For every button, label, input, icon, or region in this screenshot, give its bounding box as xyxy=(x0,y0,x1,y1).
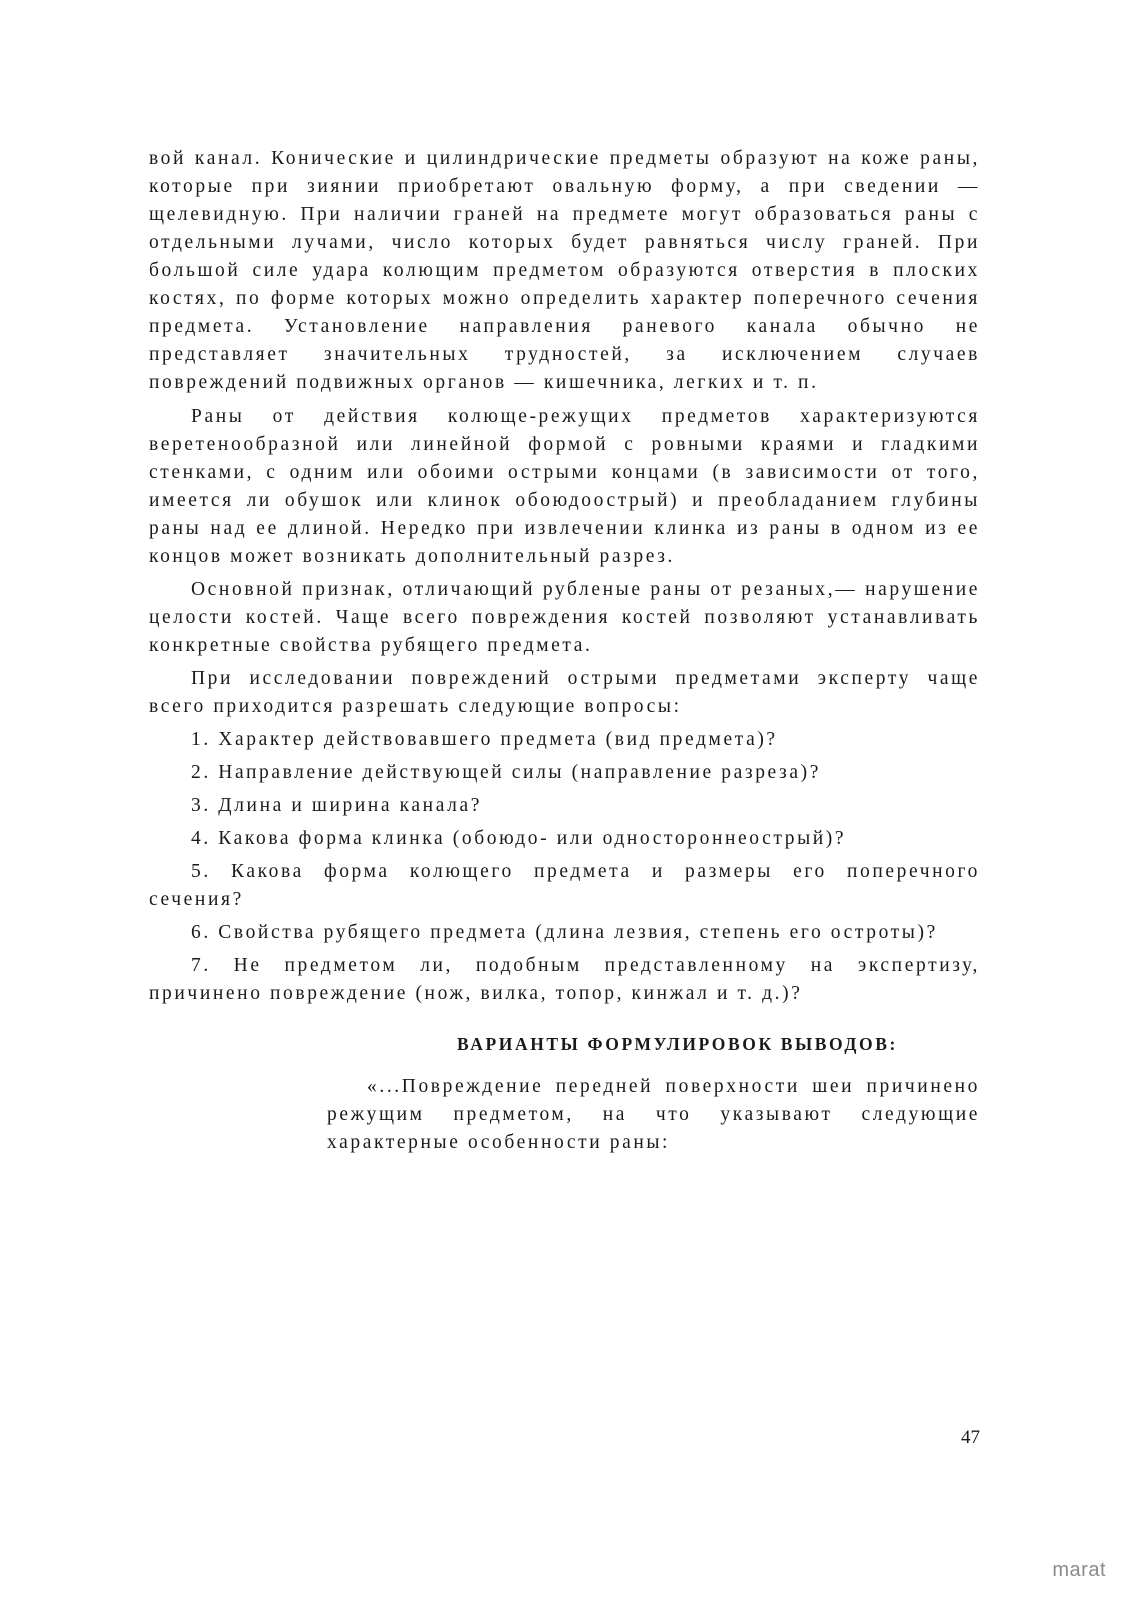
page-body xyxy=(149,145,980,1157)
question-item: 5. Какова форма колющего предмета и размеры его поперечного сечения? xyxy=(149,861,980,910)
question-item: 4. Какова форма клинка (обоюдо- или одностороннеострый)? xyxy=(191,828,847,849)
page-number: 47 xyxy=(961,1427,980,1448)
conclusion-quote: «...Повреждение передней поверхности шеи причинено режущим предметом, на что указывают следующие характерные особенности раны: xyxy=(327,1076,980,1153)
question-item: 3. Длина и ширина канала? xyxy=(191,795,482,816)
question-list xyxy=(149,726,980,1008)
section-heading: ВАРИАНТЫ ФОРМУЛИРОВОК ВЫВОДОВ: xyxy=(457,1034,898,1054)
paragraph-1: вой канал. Конические и цилиндрические предметы образуют на коже раны, которые при зиянии приобретают овальную форму, а при сведении — щелевидную. При наличии граней на предмете могут образоваться раны с отдельными лучами, число которых будет равняться числу граней. При большой силе удара колющим предметом образуются отверстия в плоских костях, по форме которых можно определить характер поперечного сечения предмета. Установление направления раневого канала обычно не представляет значительных трудностей, за исключением случаев повреждений подвижных органов — кишечника, легких и т. п. xyxy=(149,148,980,393)
paragraph-4: При исследовании повреждений острыми предметами эксперту чаще всего приходится разрешать следующие вопросы: xyxy=(149,668,980,717)
watermark: marat xyxy=(1052,1559,1106,1581)
question-item: 1. Характер действовавшего предмета (вид предмета)? xyxy=(191,729,778,750)
question-item: 7. Не предметом ли, подобным представленному на экспертизу, причинено повреждение (нож, вилка, топор, кинжал и т. д.)? xyxy=(149,955,980,1004)
paragraph-3: Основной признак, отличающий рубленые раны от резаных,— нарушение целости костей. Чаще всего повреждения костей позволяют устанавливать конкретные свойства рубящего предмета. xyxy=(149,579,980,656)
question-item: 6. Свойства рубящего предмета (длина лезвия, степень его остроты)? xyxy=(191,922,938,943)
question-item: 2. Направление действующей силы (направление разреза)? xyxy=(191,762,821,783)
paragraph-2: Раны от действия колюще-режущих предметов характеризуются веретенообразной или линейной формой с ровными краями и гладкими стенками, с одним или обоими острыми концами (в зависимости от того, имеется ли обушок или клинок обоюдоострый) и преобладанием глубины раны над ее длиной. Нередко при извлечении клинка из раны в одном из ее концов может возникать дополнительный разрез. xyxy=(149,406,980,567)
